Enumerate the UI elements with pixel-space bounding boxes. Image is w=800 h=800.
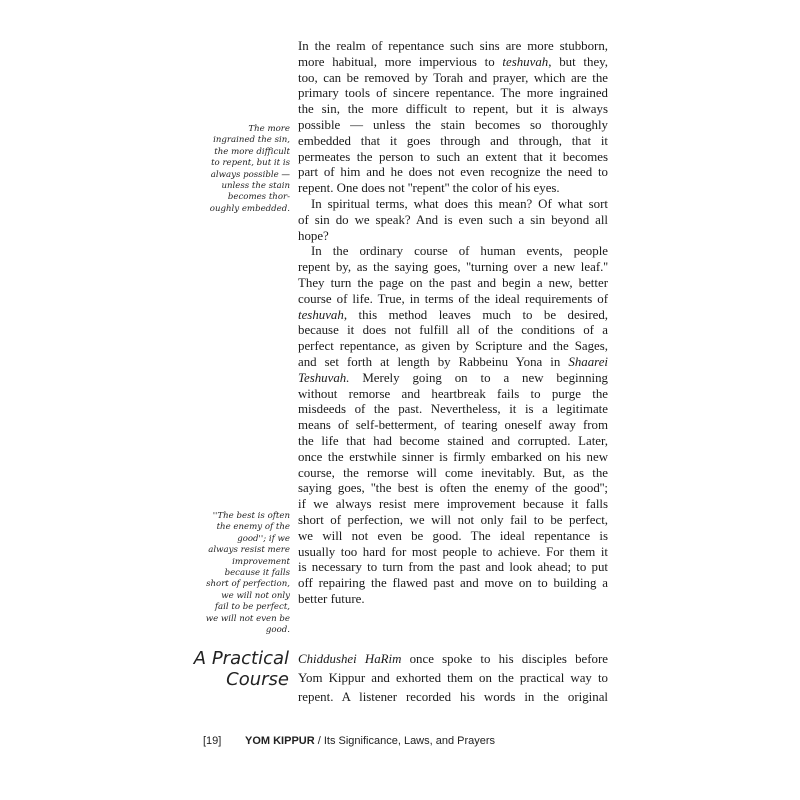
italic-text: Shaarei <box>568 354 608 369</box>
text-segment: we will not even be good. The ideal repentance is <box>298 528 608 543</box>
side-note-line: The more <box>248 124 290 134</box>
text-line <box>298 355 608 371</box>
text-line <box>298 244 608 260</box>
text-line <box>298 387 608 403</box>
text-segment: repent. A listener recorded his words in the original <box>298 690 608 704</box>
text-segment: is necessary to turn from the past and look ahead; to put <box>298 560 608 575</box>
text-line <box>298 102 608 118</box>
side-note-line: to repent, but it is <box>211 158 290 169</box>
main-body-text <box>298 39 608 608</box>
side-note-line: always resist mere <box>208 545 290 556</box>
text-segment: possible — unless the stain becomes so thoroughly <box>298 117 608 132</box>
side-note-line: improvement <box>232 556 290 567</box>
text-line <box>298 688 608 707</box>
text-line <box>298 323 608 339</box>
side-note-line: good. <box>265 625 290 636</box>
side-note-ingrained-sin <box>195 124 290 215</box>
text-segment: means of self-betterment, of tearing oneself away from <box>298 418 608 433</box>
text-segment: short of perfection, we will not only fail to be perfect, <box>298 512 608 527</box>
text-segment: saying goes, ''the best is often the enemy of the good''; <box>298 481 608 496</box>
text-line <box>298 71 608 87</box>
text-line <box>298 339 608 355</box>
side-note-line: short of perfection, <box>206 579 290 590</box>
section-heading-line: A Practical <box>193 648 289 669</box>
text-line <box>298 592 608 608</box>
text-segment: perfect repentance, as given by Scripture and the Sages, <box>298 339 608 354</box>
text-segment: part of him and he does not even recognize the need to <box>298 165 608 180</box>
text-line <box>298 576 608 592</box>
text-segment: misdeeds of the past. Nevertheless, it is a legitimate <box>298 402 608 417</box>
text-segment: if we always resist mere improvement because it falls <box>298 497 608 512</box>
text-line <box>298 402 608 418</box>
text-segment: too, can be removed by Torah and prayer, which are the <box>298 70 608 85</box>
text-line <box>298 181 608 197</box>
side-note-line: the enemy of the <box>216 522 290 533</box>
side-note-line: good''; if we <box>237 533 290 544</box>
text-segment: They turn the page on the past and begin a new, better <box>298 275 608 290</box>
side-note-line: oughly embedded. <box>209 203 290 214</box>
text-line <box>298 308 608 324</box>
side-note-line: always possible — <box>210 169 290 180</box>
side-note-line: because it falls <box>224 568 290 579</box>
book-subtitle: / Its Significance, Laws, and Prayers <box>314 735 496 747</box>
text-segment: without remorse and heartbreak fails to purge the <box>298 386 608 401</box>
side-note-best-enemy-of-good <box>195 511 290 636</box>
text-segment: off repairing the flawed past and move on to building a <box>298 576 608 591</box>
text-segment: and set forth at length by Rabbeinu Yona in <box>298 354 569 369</box>
text-line <box>298 450 608 466</box>
text-segment: hope? <box>298 228 329 243</box>
page-footer <box>203 735 495 747</box>
side-note-line: ''The best is often <box>212 511 290 521</box>
text-line <box>298 418 608 434</box>
text-line <box>298 371 608 387</box>
side-note-line: unless the stain <box>221 181 290 192</box>
text-line <box>298 650 608 669</box>
text-segment: because it does not fulfill all of the conditions of a <box>298 323 608 338</box>
text-segment: the sin, the more difficult to repent, but it is always <box>298 102 608 117</box>
text-segment: better future. <box>298 591 365 606</box>
italic-text: teshuvah <box>502 54 549 69</box>
text-line <box>298 213 608 229</box>
text-segment: of sin do we speak? And is even such a sin beyond all <box>298 212 608 227</box>
text-segment: , this method leaves much to be desired, <box>343 307 608 322</box>
page-number: [19] <box>203 735 222 747</box>
text-line <box>298 197 608 213</box>
text-segment: Merely going on to a new beginning <box>349 370 608 385</box>
text-segment: In the ordinary course of human events, people <box>311 244 608 259</box>
text-segment: more habitual, more impervious to <box>298 54 503 69</box>
side-note-line: ingrained the sin, <box>213 135 290 146</box>
text-segment: usually too hard for most people to achieve. For them it <box>298 544 608 559</box>
text-segment: course, the remorse will come inevitably. But, as the <box>298 465 608 480</box>
text-segment: Yom Kippur and exhorted them on the practical way to <box>298 671 608 685</box>
text-line <box>298 276 608 292</box>
text-segment: once the erstwhile sinner is firmly embarked on his new <box>298 449 608 464</box>
text-line <box>298 529 608 545</box>
text-segment: In the realm of repentance such sins are more stubborn, <box>298 39 608 53</box>
text-line <box>298 434 608 450</box>
side-note-line: we will not only <box>221 590 290 601</box>
text-line <box>298 497 608 513</box>
text-line <box>298 229 608 245</box>
side-note-line: fail to be perfect, <box>214 602 290 613</box>
section-heading-a-practical-course <box>194 648 289 690</box>
section-body-text <box>298 650 608 707</box>
side-note-line: the more difficult <box>214 146 290 157</box>
italic-text: Teshuvah. <box>298 370 350 385</box>
side-note-line: becomes thor- <box>227 192 290 203</box>
text-line <box>298 86 608 102</box>
italic-text: teshuvah <box>298 307 344 322</box>
text-line <box>298 165 608 181</box>
text-line <box>298 260 608 276</box>
text-segment: repent by, as the saying goes, ''turning over a new leaf.'' <box>298 260 608 275</box>
text-line <box>298 39 608 55</box>
text-line <box>298 669 608 688</box>
text-line <box>298 150 608 166</box>
text-line <box>298 134 608 150</box>
text-segment: , but they, <box>548 54 608 69</box>
text-segment: embedded that it goes through and through, that it <box>298 133 608 148</box>
text-line <box>298 481 608 497</box>
italic-text: Chiddushei HaRim <box>298 652 402 666</box>
text-segment: the life that had become stained and corrupted. Later, <box>298 433 608 448</box>
section-heading-line: Course <box>226 669 289 690</box>
text-line <box>298 513 608 529</box>
text-segment: primary tools of sincere repentance. The more ingrained <box>298 86 608 101</box>
text-line <box>298 292 608 308</box>
text-segment: course of life. True, in terms of the ideal requirements of <box>298 291 608 306</box>
text-segment: repent. One does not ''repent'' the color of his eyes. <box>298 181 560 196</box>
text-segment: permeates the person to such an extent that it becomes <box>298 149 608 164</box>
text-line <box>298 560 608 576</box>
text-line <box>298 545 608 561</box>
text-segment: In spiritual terms, what does this mean? Of what sort <box>311 196 608 211</box>
text-line <box>298 466 608 482</box>
text-segment: once spoke to his disciples before <box>401 652 609 666</box>
text-line <box>298 118 608 134</box>
book-title: YOM KIPPUR <box>245 735 315 747</box>
side-note-line: we will not even be <box>205 613 290 624</box>
text-line <box>298 55 608 71</box>
